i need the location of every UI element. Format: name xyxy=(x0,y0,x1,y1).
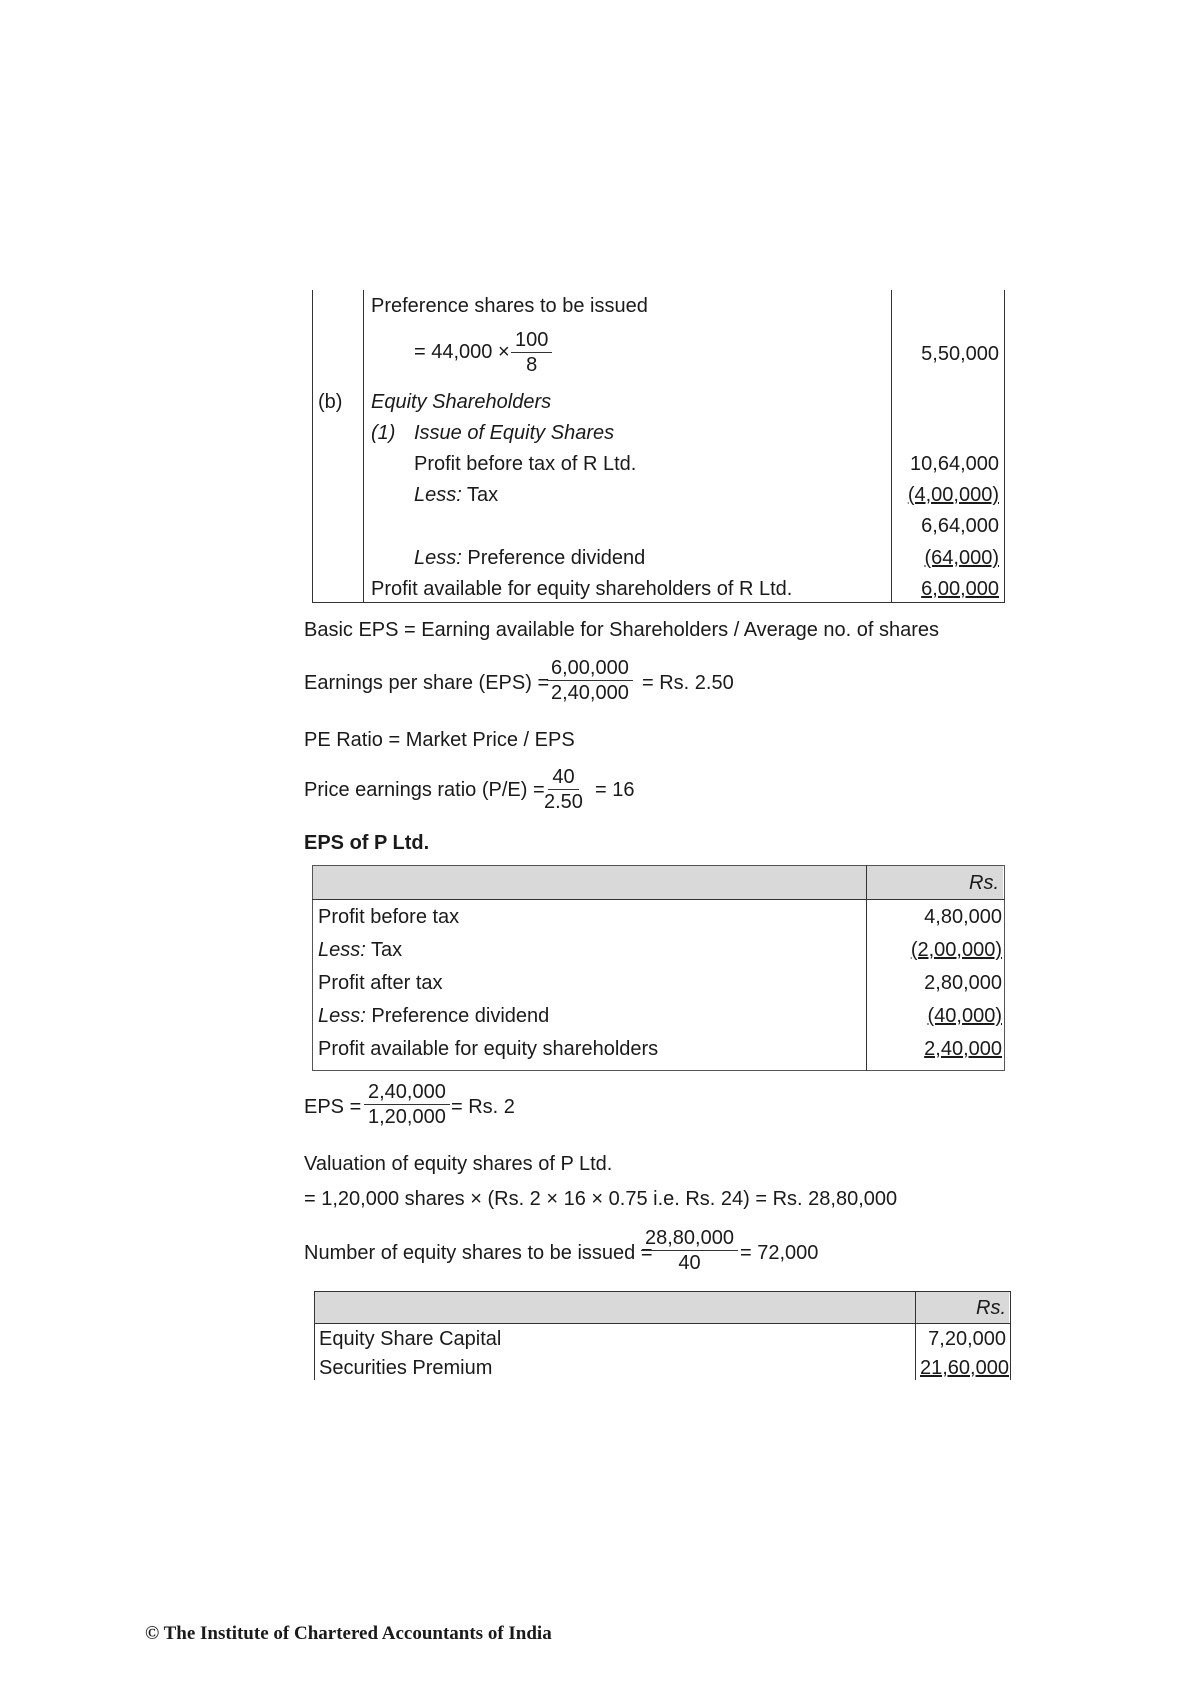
table-border-left xyxy=(312,290,313,602)
avail-amount: 6,00,000 xyxy=(921,578,999,600)
table-row-label xyxy=(318,1037,658,1061)
table-border-col1 xyxy=(363,290,364,602)
table-row-label xyxy=(318,971,443,995)
table-row-label xyxy=(318,938,402,962)
currency-header: Rs. xyxy=(976,1297,1006,1319)
row-label: Tax xyxy=(371,939,403,961)
less-label: Less: xyxy=(318,939,366,961)
eps-p-ltd-heading: EPS of P Ltd. xyxy=(304,832,430,854)
pref-div-row xyxy=(414,546,645,570)
eps-p-fraction xyxy=(364,1080,450,1129)
table-row-amount: 7,20,000 xyxy=(928,1328,1006,1350)
table-row-amount: (40,000) xyxy=(927,1005,1002,1027)
pe-result: = 16 xyxy=(595,779,635,801)
less-label: Less: xyxy=(414,547,462,569)
table-column-divider xyxy=(915,1291,916,1380)
basic-eps-formula: Basic EPS = Earning available for Shareholders / Average no. of shares xyxy=(304,619,940,641)
eps-p-result: = Rs. 2 xyxy=(451,1096,515,1118)
issue-number: (1) xyxy=(371,422,396,444)
pbt-label: Profit before tax of R Ltd. xyxy=(414,453,637,475)
avail-label: Profit available for equity shareholders of R Ltd. xyxy=(371,578,793,600)
table-header-shade xyxy=(315,1292,1009,1323)
footer-copyright: © The Institute of Chartered Accountants of India xyxy=(145,1623,552,1644)
pbt-amount: 10,64,000 xyxy=(910,453,999,475)
eps-fraction-den: 2,40,000 xyxy=(551,682,629,704)
table-row-label xyxy=(318,1004,549,1028)
table-header-divider xyxy=(314,1323,1011,1324)
table-row-label: Securities Premium xyxy=(319,1357,493,1379)
pref-heading: Preference shares to be issued xyxy=(371,295,648,317)
eps-fraction-num: 6,00,000 xyxy=(547,656,633,681)
pref-calc-prefix: = 44,000 × xyxy=(414,341,510,363)
table-row-amount: 2,40,000 xyxy=(924,1038,1002,1060)
row-label: Profit before tax xyxy=(318,906,460,928)
eps-p-fraction-num: 2,40,000 xyxy=(364,1080,450,1105)
table-row-amount: 21,60,000 xyxy=(920,1357,1009,1379)
section-label-b: (b) xyxy=(318,391,343,413)
shares-fraction-num: 28,80,000 xyxy=(641,1226,738,1251)
table-border-right xyxy=(1004,290,1005,602)
pe-fraction-num: 40 xyxy=(548,765,578,790)
eps-p-label: EPS = xyxy=(304,1096,362,1118)
pe-fraction-den: 2.50 xyxy=(544,791,583,813)
tax-label: Tax xyxy=(467,484,499,506)
table-border-right xyxy=(1010,1291,1011,1380)
valuation-calc: = 1,20,000 shares × (Rs. 2 × 16 × 0.75 i.e. Rs. 24) = Rs. 28,80,000 xyxy=(304,1188,898,1210)
less-label: Less: xyxy=(414,484,462,506)
eps-p-fraction-den: 1,20,000 xyxy=(368,1106,446,1128)
pref-fraction-num: 100 xyxy=(511,328,552,353)
shares-result: = 72,000 xyxy=(740,1242,819,1264)
eps-label: Earnings per share (EPS) = xyxy=(304,672,550,694)
pref-fraction-den: 8 xyxy=(526,354,538,376)
pe-fraction xyxy=(540,765,587,814)
table-row-amount: 4,80,000 xyxy=(924,906,1002,928)
pref-div-amount: (64,000) xyxy=(924,547,999,569)
pat-amount: 6,64,000 xyxy=(921,515,999,537)
row-label: Profit after tax xyxy=(318,972,443,994)
issue-heading: Issue of Equity Shares xyxy=(414,422,615,444)
tax-amount: (4,00,000) xyxy=(907,484,999,506)
row-label: Profit available for equity shareholders xyxy=(318,1038,659,1060)
table-border-top xyxy=(314,1291,1011,1292)
row-label: Preference dividend xyxy=(371,1005,550,1027)
table-column-divider xyxy=(866,865,867,1071)
tax-row xyxy=(414,483,498,507)
shares-fraction-den: 40 xyxy=(678,1252,701,1274)
valuation-heading: Valuation of equity shares of P Ltd. xyxy=(304,1153,613,1175)
pref-fraction xyxy=(511,328,552,377)
table-row-label xyxy=(318,905,459,929)
equity-heading: Equity Shareholders xyxy=(371,391,552,413)
table-row-amount: 2,80,000 xyxy=(924,972,1002,994)
less-label: Less: xyxy=(318,1005,366,1027)
pe-label: Price earnings ratio (P/E) = xyxy=(304,779,545,801)
table-border-left xyxy=(314,1291,315,1380)
pref-amount: 5,50,000 xyxy=(921,343,999,365)
currency-header: Rs. xyxy=(969,872,999,894)
table-row-label: Equity Share Capital xyxy=(319,1328,502,1350)
pref-div-label: Preference dividend xyxy=(467,547,646,569)
table-border-col2 xyxy=(891,290,892,602)
pe-formula: PE Ratio = Market Price / EPS xyxy=(304,729,575,751)
table-border-bottom xyxy=(312,602,1005,603)
table-row-amount: (2,00,000) xyxy=(910,939,1002,961)
shares-issued-label: Number of equity shares to be issued = xyxy=(304,1242,653,1264)
eps-fraction xyxy=(547,656,633,705)
table-header-divider xyxy=(312,899,1005,900)
eps-result: = Rs. 2.50 xyxy=(642,672,734,694)
shares-fraction xyxy=(641,1226,738,1275)
